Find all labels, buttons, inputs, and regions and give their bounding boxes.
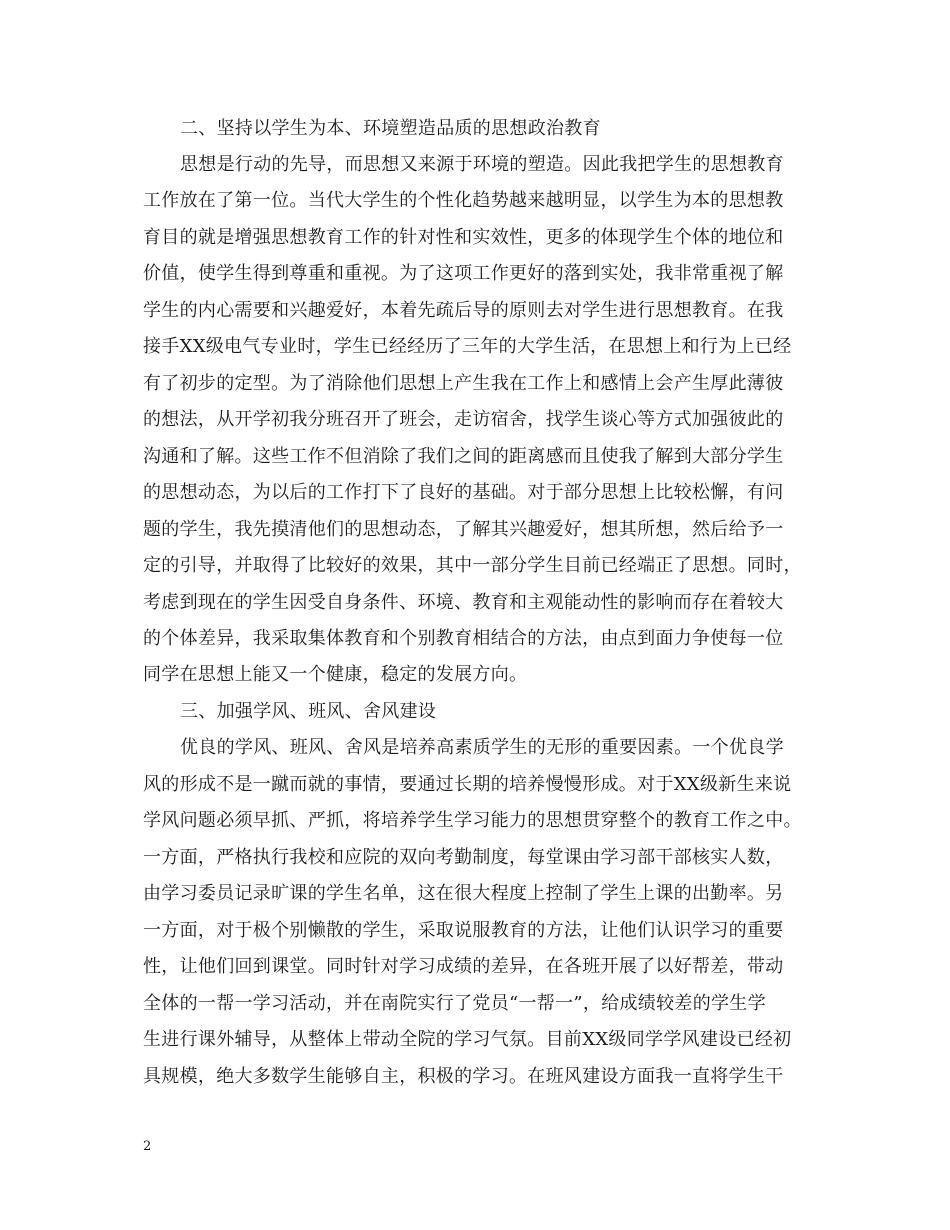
page-number: 2 [143,1139,152,1154]
paragraph-line: 具规模，绝大多数学生能够自主，积极的学习。在班风建设方面我一直将学生干 [143,1066,784,1087]
paragraph-line: 思想是行动的先导，而思想又来源于环境的塑造。因此我把学生的思想教育 [180,154,784,175]
paragraph-line: 考虑到现在的学生因受自身条件、环境、教育和主观能动性的影响而存在着较大 [143,592,784,613]
paragraph-line: 优良的学风、班风、舍风是培养高素质学生的无形的重要因素。一个优良学 [180,737,784,758]
paragraph-line: 的想法，从开学初我分班召开了班会，走访宿舍，找学生谈心等方式加强彼此的 [143,409,784,430]
paragraph-line: 沟通和了解。这些工作不但消除了我们之间的距离感而且使我了解到大部分学生 [143,446,784,467]
paragraph-line: 题的学生，我先摸清他们的思想动态，了解其兴趣爱好，想其所想，然后给予一 [143,519,784,540]
paragraph-line: 风的形成不是一蹴而就的事情，要通过长期的培养慢慢形成。对于XX级新生来说 [143,774,792,795]
paragraph-line: 的个体差异，我采取集体教育和个别教育相结合的方法，由点到面力争使每一位 [143,628,784,649]
paragraph-line: 的思想动态，为以后的工作打下了良好的基础。对于部分思想上比较松懈，有问 [143,482,784,503]
paragraph-line: 一方面，对于极个别懒散的学生，采取说服教育的方法，让他们认识学习的重要 [143,920,784,941]
paragraph-line: 价值，使学生得到尊重和重视。为了这项工作更好的落到实处，我非常重视了解 [143,263,784,284]
paragraph-line: 生进行课外辅导，从整体上带动全院的学习气氛。目前XX级同学学风建设已经初 [143,1029,792,1050]
paragraph-line: 工作放在了第一位。当代大学生的个性化趋势越来越明显，以学生为本的思想教 [143,190,784,211]
paragraph-line: 一方面，严格执行我校和应院的双向考勤制度，每堂课由学习部干部核实人数， [143,847,784,868]
paragraph-line: 全体的一帮一学习活动，并在南院实行了党员“一帮一”，给成绩较差的学生学 [143,993,766,1014]
paragraph-line: 同学在思想上能又一个健康，稳定的发展方向。 [143,664,528,685]
paragraph-line: 有了初步的定型。为了消除他们思想上产生我在工作上和感情上会产生厚此薄彼 [143,373,784,394]
paragraph-line: 接手XX级电气专业时，学生已经经历了三年的大学生活，在思想上和行为上已经 [143,336,792,357]
paragraph-line: 定的引导，并取得了比较好的效果，其中一部分学生目前已经端正了思想。同时， [143,555,802,576]
paragraph-line: 学生的内心需要和兴趣爱好，本着先疏后导的原则去对学生进行思想教育。在我 [143,300,784,321]
paragraph-line: 育目的就是增强思想教育工作的针对性和实效性，更多的体现学生个体的地位和 [143,227,784,248]
section-heading-2: 二、坚持以学生为本、环境塑造品质的思想政治教育 [180,118,601,139]
section-heading-3: 三、加强学风、班风、舍风建设 [180,701,437,722]
paragraph-line: 由学习委员记录旷课的学生名单，这在很大程度上控制了学生上课的出勤率。另 [143,883,784,904]
paragraph-line: 性，让他们回到课堂。同时针对学习成绩的差异，在各班开展了以好帮差，带动 [143,956,784,977]
paragraph-line: 学风问题必须早抓、严抓，将培养学生学习能力的思想贯穿整个的教育工作之中。 [143,810,802,831]
